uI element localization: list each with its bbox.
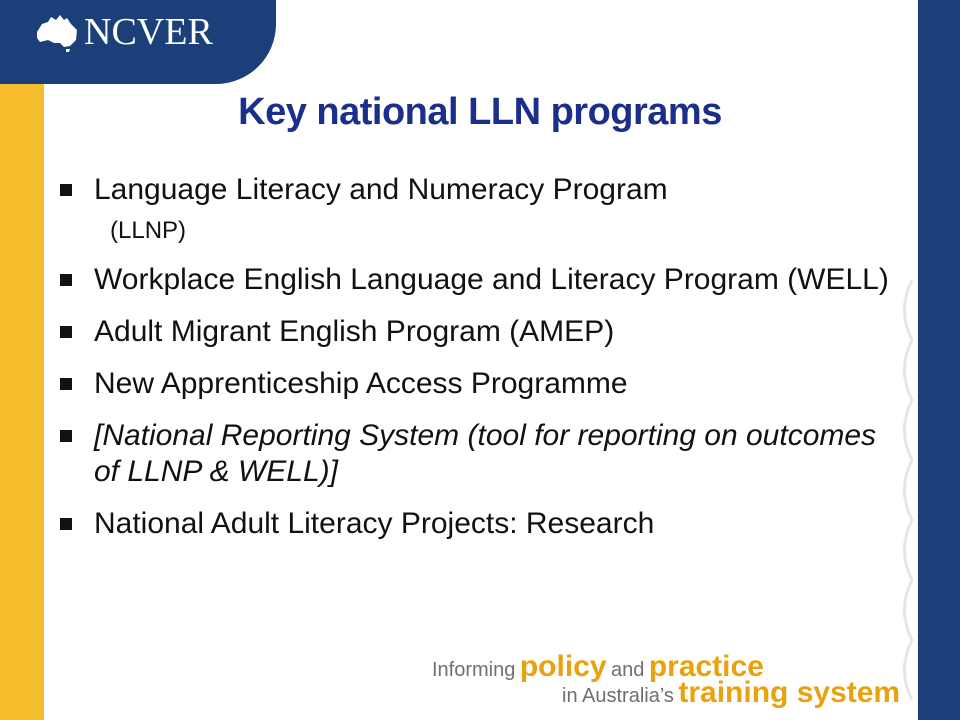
footer-tagline <box>432 652 912 708</box>
list-item <box>60 262 900 298</box>
tagline-training-system: training system <box>678 676 901 709</box>
tagline-in-australias: in Australia’s <box>562 685 674 707</box>
list-item-text: Adult Migrant English Program (AMEP) <box>94 315 615 348</box>
list-item-text: (LLNP) <box>110 217 187 244</box>
list-item <box>60 366 900 402</box>
tagline-informing: Informing <box>432 659 516 681</box>
list-item <box>60 418 900 490</box>
tagline-line-2 <box>562 678 900 713</box>
list-item-continuation <box>60 216 900 246</box>
bullet-square-icon <box>60 518 72 530</box>
list-item-text: [National Reporting System (tool for reporting on outcomes of LLNP & WELL)] <box>94 419 877 488</box>
ncver-logo <box>0 0 276 84</box>
list-item-text: Language Literacy and Numeracy Program <box>94 173 668 206</box>
bullet-square-icon <box>60 430 72 442</box>
list-item-text: Workplace English Language and Literacy Program (WELL) <box>94 263 889 296</box>
tagline-policy: policy <box>519 650 607 683</box>
bullet-square-icon <box>60 378 72 390</box>
decorative-watermark-icon <box>898 280 918 700</box>
list-item <box>60 314 900 350</box>
list-item-text: New Apprenticeship Access Programme <box>94 367 628 400</box>
list-item-text: National Adult Literacy Projects: Research <box>94 507 655 540</box>
tagline-practice: practice <box>648 650 764 683</box>
list-item <box>60 506 900 542</box>
australia-map-icon <box>34 12 80 52</box>
list-item <box>60 172 900 208</box>
tagline-and: and <box>610 659 645 681</box>
logo-text: NCVER <box>84 11 213 53</box>
slide-title: Key national LLN programs <box>238 91 722 133</box>
bullet-list <box>60 172 900 558</box>
bullet-square-icon <box>60 326 72 338</box>
bullet-square-icon <box>60 184 72 196</box>
bullet-square-icon <box>60 274 72 286</box>
